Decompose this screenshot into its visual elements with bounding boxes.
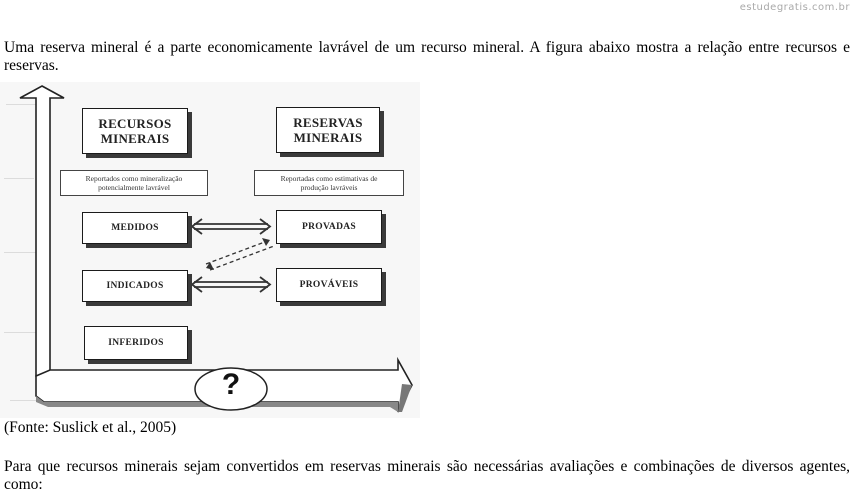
recursos-minerais-box — [82, 108, 188, 154]
diagonal-arrowhead-right — [262, 238, 270, 246]
medidos-box — [82, 212, 188, 244]
recursos-note-line1: Reportados como mineralização — [85, 174, 183, 183]
medidos-provadas-arrow — [192, 219, 270, 234]
reservas-note-line1: Reportadas como estimativas de — [280, 174, 378, 183]
recursos-title-line2: MINERAIS — [100, 131, 170, 146]
indicados-provaveis-arrow — [192, 277, 270, 292]
diagonal-dashed-arrow — [206, 240, 274, 270]
recursos-note — [60, 170, 208, 196]
resources-reserves-figure — [0, 82, 420, 418]
reservas-note — [254, 170, 404, 196]
question-mark: ? — [221, 368, 241, 401]
provadas-label: PROVADAS — [302, 222, 356, 232]
inferidos-box — [84, 326, 188, 360]
intro-paragraph: Uma reserva mineral é a parte economicamente lavrável de um recurso mineral. A figura abaixo mostra a relação entre recursos e reservas. — [4, 39, 850, 74]
provaveis-box — [276, 268, 382, 302]
provadas-box — [276, 210, 382, 244]
reservas-title-line1: RESERVAS — [293, 115, 363, 130]
conclusion-paragraph: Para que recursos minerais sejam convertidos em reservas minerais são necessárias avaliações e combinações de diversos agentes, como: — [4, 458, 850, 493]
reservas-title-line2: MINERAIS — [293, 130, 363, 145]
reservas-note-line2: produção lavráveis — [300, 183, 358, 192]
medidos-label: MEDIDOS — [111, 223, 159, 233]
recursos-title-line1: RECURSOS — [98, 116, 172, 131]
figure-source: (Fonte: Suslick et al., 2005) — [4, 419, 177, 436]
recursos-note-line2: potencialmente lavrável — [98, 183, 170, 192]
reservas-minerais-box — [276, 107, 380, 153]
vertical-axis-arrow — [20, 86, 64, 376]
indicados-box — [82, 270, 188, 302]
provaveis-label: PROVÁVEIS — [299, 280, 359, 290]
inferidos-label: INFERIDOS — [108, 338, 164, 348]
indicados-label: INDICADOS — [106, 281, 164, 291]
site-watermark: estudegratis.com.br — [739, 2, 850, 13]
